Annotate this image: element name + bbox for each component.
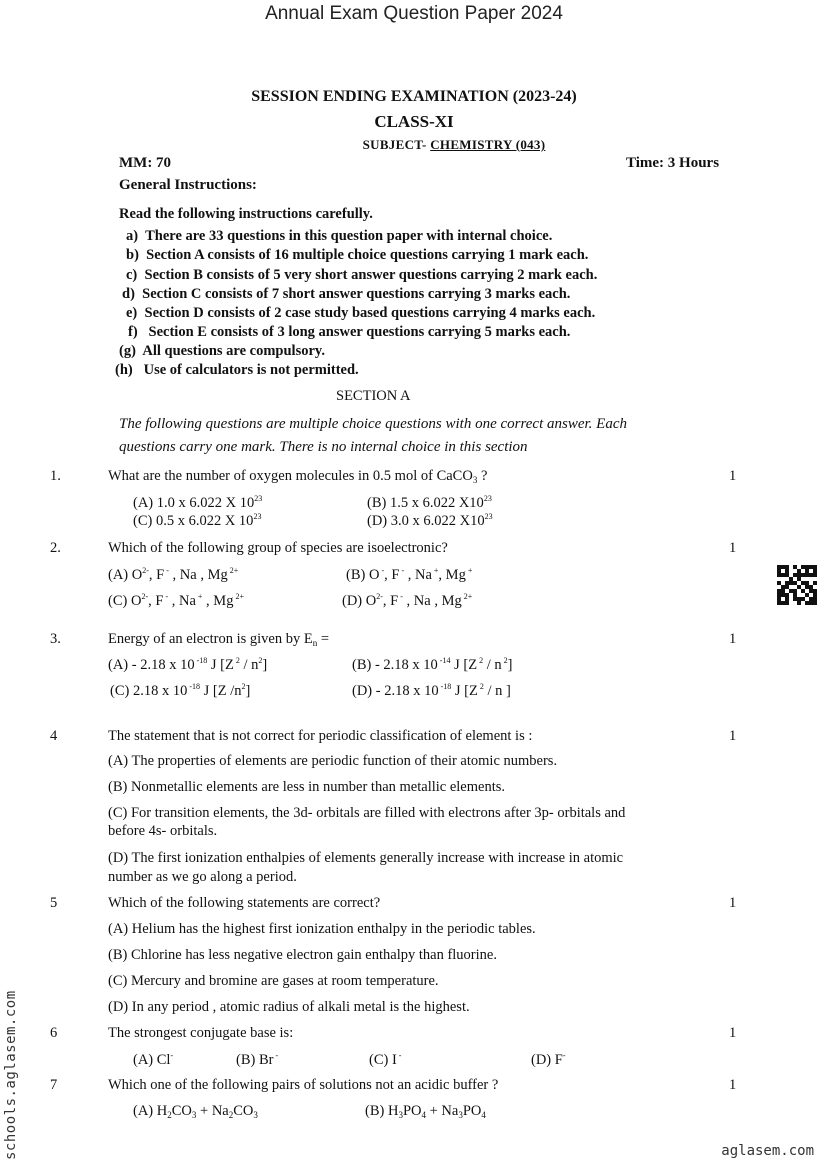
question-text: What are the number of oxygen molecules in 0.5 mol of CaCO$_3$ ? xyxy=(108,468,488,485)
time-allowed: Time: 3 Hours xyxy=(626,155,720,171)
option-c-line-2: before 4s- orbitals. xyxy=(108,823,218,839)
question-marks: 1 xyxy=(729,540,737,556)
question-text: Which of the following group of species are isoelectronic? xyxy=(108,540,448,556)
option-a: (A) 1.0 x 6.022 X $10^{23}$ xyxy=(133,494,263,511)
subject-name: CHEMISTRY (043) xyxy=(430,137,546,152)
watermark-left: schools.aglasem.com xyxy=(3,990,19,1160)
watermark-right: aglasem.com xyxy=(721,1143,814,1159)
option-a: (A) $O^{2-}$, F - , Na , Mg $^{2+}$ xyxy=(108,566,239,583)
question-number: 3. xyxy=(50,631,61,647)
option-a: (A) Helium has the highest first ionization enthalpy in the periodic tables. xyxy=(108,921,536,937)
instruction-item: e) Section D consists of 2 case study based questions carrying 4 marks each. xyxy=(126,305,596,321)
option-b: (B) - 2.18 x 10 $^{-14}$ J [Z $^2$ / n $^2$] xyxy=(352,656,513,673)
option-c: (C) Mercury and bromine are gases at room temperature. xyxy=(108,973,439,989)
option-c: (C) 0.5 x 6.022 X $10^{23}$ xyxy=(133,512,262,529)
instruction-item: (g) All questions are compulsory. xyxy=(119,343,325,359)
instruction-item: c) Section B consists of 5 very short answer questions carrying 2 mark each. xyxy=(126,267,598,283)
option-d: (D) In any period , atomic radius of alkali metal is the highest. xyxy=(108,999,470,1015)
subject-line xyxy=(40,137,828,153)
option-b: (B) Br - xyxy=(236,1051,279,1068)
option-c: (C) $O^{2-}$, F - , Na + , Mg $^{2+}$ xyxy=(108,592,244,609)
section-note-line-2: questions carry one mark. There is no internal choice in this section xyxy=(119,439,528,455)
class-label: CLASS-XI xyxy=(374,112,454,131)
question-marks: 1 xyxy=(729,631,737,647)
subject-prefix: SUBJECT- xyxy=(362,137,431,152)
option-a: (A) - 2.18 x 10 $^{-18}$ J [Z $^2 / n^2$] xyxy=(108,656,268,673)
option-b: (B) $H_3PO_4 + Na_3PO_4$ xyxy=(365,1103,486,1120)
question-marks: 1 xyxy=(729,468,737,484)
question-text: The strongest conjugate base is: xyxy=(108,1025,294,1041)
question-number: 7 xyxy=(50,1077,58,1093)
instruction-item: a) There are 33 questions in this question paper with internal choice. xyxy=(126,228,553,244)
question-number: 6 xyxy=(50,1025,58,1041)
section-title: SECTION A xyxy=(336,388,411,404)
question-text: Energy of an electron is given by $E_n$ = xyxy=(108,631,329,648)
option-c-line-1: (C) For transition elements, the 3d- orbitals are filled with electrons after 3p- orbitals and xyxy=(108,805,626,821)
option-d: (D) $O^{2-}$, F - , Na , Mg $^{2+}$ xyxy=(342,592,473,609)
question-number: 5 xyxy=(50,895,58,911)
option-a: (A) The properties of elements are periodic function of their atomic numbers. xyxy=(108,753,558,769)
question-marks: 1 xyxy=(729,1025,737,1041)
question-number: 4 xyxy=(50,728,58,744)
question-text: Which of the following statements are correct? xyxy=(108,895,381,911)
question-marks: 1 xyxy=(729,1077,737,1093)
option-d-line-1: (D) The first ionization enthalpies of elements generally increase with increase in atomic xyxy=(108,850,624,866)
instruction-item: (h) Use of calculators is not permitted. xyxy=(115,362,359,378)
question-number: 2. xyxy=(50,540,61,556)
option-d: (D) 3.0 x 6.022 $X10^{23}$ xyxy=(367,512,493,529)
option-b: (B) 1.5 x 6.022 $X10^{23}$ xyxy=(367,494,492,511)
option-a: (A) Cl- xyxy=(133,1051,174,1068)
option-b: (B) O -, F - , Na +, Mg + xyxy=(346,566,473,583)
option-d-line-2: number as we go along a period. xyxy=(108,869,297,885)
instructions-intro: Read the following instructions carefully. xyxy=(119,206,373,222)
general-instructions-heading: General Instructions: xyxy=(119,177,257,193)
option-b: (B) Chlorine has less negative electron gain enthalpy than fluorine. xyxy=(108,947,497,963)
question-text: The statement that is not correct for periodic classification of element is : xyxy=(108,728,533,744)
question-marks: 1 xyxy=(729,728,737,744)
page-banner: Annual Exam Question Paper 2024 xyxy=(265,3,563,24)
exam-title: SESSION ENDING EXAMINATION (2023-24) xyxy=(251,88,577,105)
option-b: (B) Nonmetallic elements are less in number than metallic elements. xyxy=(108,779,506,795)
question-text: Which one of the following pairs of solutions not an acidic buffer ? xyxy=(108,1077,499,1093)
option-c: (C) 2.18 x 10 $^{-18}$ J [Z $/n^2$] xyxy=(110,682,251,699)
instruction-item: d) Section C consists of 7 short answer questions carrying 3 marks each. xyxy=(122,286,571,302)
question-marks: 1 xyxy=(729,895,737,911)
option-d: (D) F- xyxy=(531,1051,566,1068)
option-d: (D) - 2.18 x 10 $^{-18}$ J [Z $^2$ / n ] xyxy=(352,682,511,699)
question-number: 1. xyxy=(50,468,61,484)
instruction-item: f) Section E consists of 3 long answer questions carrying 5 marks each. xyxy=(128,324,571,340)
option-a: (A) $H_2CO_3 + Na_2CO_3$ xyxy=(133,1103,258,1120)
qr-code-icon[interactable] xyxy=(777,565,817,605)
instruction-item: b) Section A consists of 16 multiple choice questions carrying 1 mark each. xyxy=(126,247,589,263)
option-c: (C) I - xyxy=(369,1051,402,1068)
max-marks: MM: 70 xyxy=(119,155,172,171)
section-note-line-1: The following questions are multiple choice questions with one correct answer. Each xyxy=(119,416,628,432)
